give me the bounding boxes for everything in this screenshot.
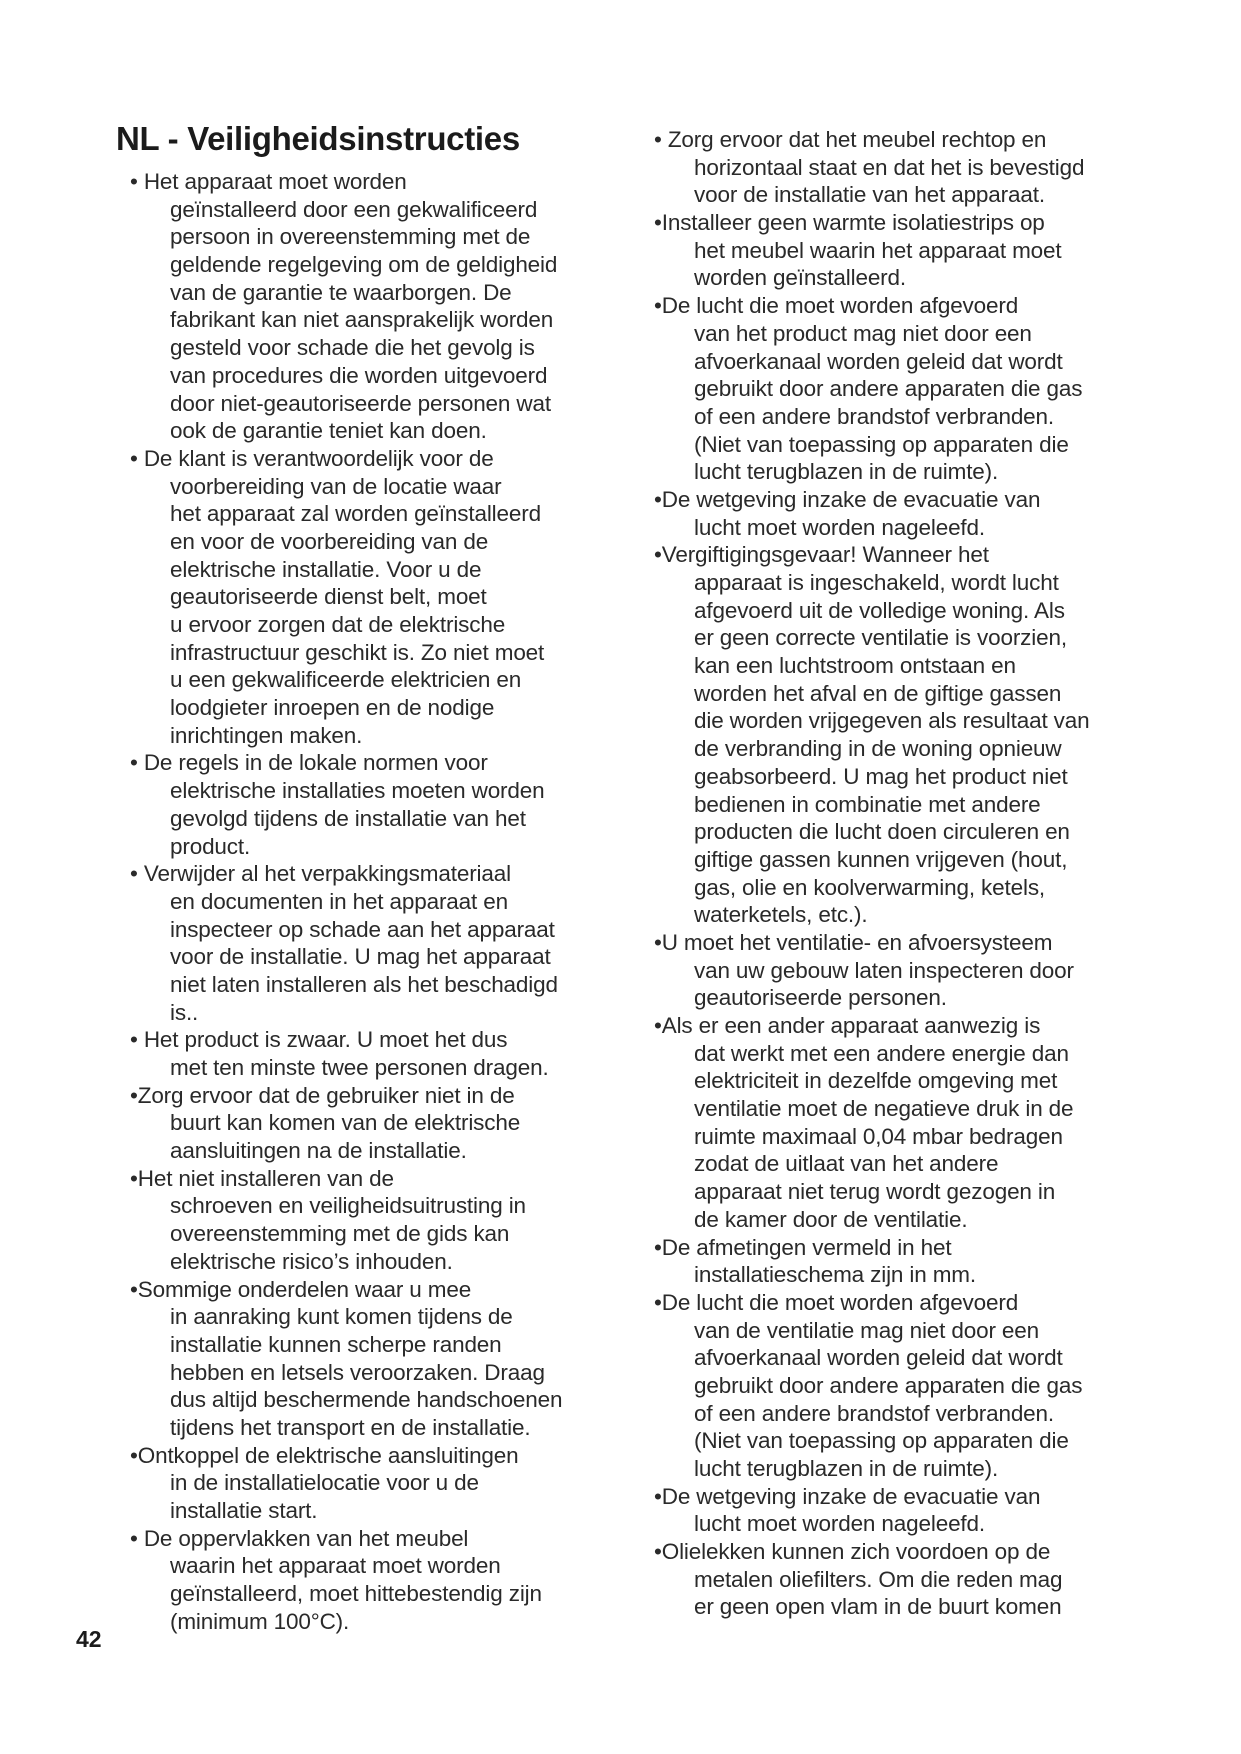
bullet-text-first-line: • Het apparaat moet worden xyxy=(130,169,407,194)
bullet-text-line: lucht moet worden nageleefd. xyxy=(694,1511,985,1537)
bullet-text-line: dus altijd beschermende handschoenen xyxy=(170,1387,563,1413)
bullet-text-first-line: •De afmetingen vermeld in het xyxy=(654,1234,952,1260)
safety-instruction-item xyxy=(654,929,1154,1012)
bullet-text-line: van de garantie te waarborgen. De xyxy=(170,279,512,305)
bullet-text-first-line: •De lucht die moet worden afgevoerd xyxy=(654,1289,1019,1315)
bullet-text-first-line: •Als er een ander apparaat aanwezig is xyxy=(654,1013,1041,1038)
bullet-text-line: waarin het apparaat moet worden xyxy=(170,1553,501,1579)
bullet-text-line: producten die lucht doen circuleren en xyxy=(694,819,1070,845)
bullet-text-line: elektrische installaties moeten worden xyxy=(170,778,545,804)
bullet-text-line: worden geïnstalleerd. xyxy=(694,265,906,291)
bullet-text-line: lucht terugblazen in de ruimte). xyxy=(694,1456,999,1481)
bullet-text-line: installatieschema zijn in mm. xyxy=(694,1262,976,1288)
bullet-text-line: voor de installatie. U mag het apparaat xyxy=(170,944,551,970)
bullet-text-line: gebruikt door andere apparaten die gas xyxy=(694,1372,1083,1398)
bullet-text-line: elektrische installatie. Voor u de xyxy=(170,556,482,582)
bullet-text-line: en documenten in het apparaat en xyxy=(170,888,508,914)
bullet-text-line: apparaat is ingeschakeld, wordt lucht xyxy=(694,570,1059,595)
bullet-text-line: overeenstemming met de gids kan xyxy=(170,1221,510,1247)
safety-instruction-item xyxy=(130,1026,620,1081)
page-title: NL - Veiligheidsinstructies xyxy=(116,120,520,157)
bullet-text-line: loodgieter inroepen en de nodige xyxy=(170,695,495,721)
bullet-text-first-line: •U moet het ventilatie- en afvoersysteem xyxy=(654,929,1053,955)
bullet-text-first-line: •De wetgeving inzake de evacuatie van xyxy=(654,1483,1041,1509)
bullet-text-line: hebben en letsels veroorzaken. Draag xyxy=(170,1359,545,1385)
bullet-text-line: afvoerkanaal worden geleid dat wordt xyxy=(694,348,1063,374)
bullet-text-line: niet laten installeren als het beschadigd xyxy=(170,971,558,997)
safety-instruction-item xyxy=(130,1525,620,1636)
safety-instruction-item xyxy=(130,1082,620,1165)
safety-instruction-item xyxy=(654,209,1154,292)
safety-instruction-item xyxy=(654,1012,1154,1234)
bullet-text-line: geabsorbeerd. U mag het product niet xyxy=(694,763,1068,789)
bullet-text-line: geldende regelgeving om de geldigheid xyxy=(170,252,558,278)
bullet-text-first-line: •De lucht die moet worden afgevoerd xyxy=(654,293,1019,319)
bullet-text-line: installatie kunnen scherpe randen xyxy=(170,1331,502,1357)
bullet-text-first-line: •De wetgeving inzake de evacuatie van xyxy=(654,486,1041,512)
bullet-text-line: (minimum 100°C). xyxy=(170,1608,350,1634)
bullet-text-line: lucht terugblazen in de ruimte). xyxy=(694,459,999,485)
bullet-text-line: waterketels, etc.). xyxy=(694,902,868,928)
bullet-text-line: (Niet van toepassing op apparaten die xyxy=(694,1428,1069,1454)
bullet-text-line: gesteld voor schade die het gevolg is xyxy=(170,335,535,361)
right-column xyxy=(654,126,1154,1621)
safety-instruction-item xyxy=(654,541,1154,929)
bullet-text-line: persoon in overeenstemming met de xyxy=(170,224,531,250)
safety-instruction-item xyxy=(654,486,1154,541)
safety-instruction-item xyxy=(654,126,1154,209)
bullet-text-line: van procedures die worden uitgevoerd xyxy=(170,362,548,388)
bullet-text-line: afvoerkanaal worden geleid dat wordt xyxy=(694,1345,1063,1371)
bullet-text-line: afgevoerd uit de volledige woning. Als xyxy=(694,597,1065,623)
bullet-text-first-line: • Zorg ervoor dat het meubel rechtop en xyxy=(654,127,1047,152)
bullet-text-first-line: • Het product is zwaar. U moet het dus xyxy=(130,1027,508,1053)
safety-instruction-item xyxy=(130,168,620,445)
bullet-text-line: installatie start. xyxy=(170,1498,318,1523)
safety-instruction-item xyxy=(130,860,620,1026)
bullet-text-line: gebruikt door andere apparaten die gas xyxy=(694,376,1083,402)
bullet-text-line: ook de garantie teniet kan doen. xyxy=(170,418,487,444)
bullet-text-line: apparaat niet terug wordt gezogen in xyxy=(694,1179,1056,1205)
bullet-text-first-line: •Zorg ervoor dat de gebruiker niet in de xyxy=(130,1082,515,1108)
bullet-text-line: gas, olie en koolverwarming, ketels, xyxy=(694,874,1046,900)
bullet-text-line: voorbereiding van de locatie waar xyxy=(170,473,502,499)
bullet-text-line: (Niet van toepassing op apparaten die xyxy=(694,431,1069,457)
left-column xyxy=(130,168,620,1635)
safety-instruction-item xyxy=(130,1165,620,1276)
bullet-text-line: horizontaal staat en dat het is bevestigd xyxy=(694,154,1085,180)
bullet-text-line: ventilatie moet de negatieve druk in de xyxy=(694,1096,1074,1122)
bullet-text-line: geautoriseerde dienst belt, moet xyxy=(170,584,487,610)
bullet-text-line: het meubel waarin het apparaat moet xyxy=(694,237,1062,263)
bullet-text-first-line: •Het niet installeren van de xyxy=(130,1165,394,1191)
safety-instruction-item xyxy=(654,1289,1154,1483)
bullet-text-line: ruimte maximaal 0,04 mbar bedragen xyxy=(694,1123,1063,1149)
bullet-text-first-line: •Olielekken kunnen zich voordoen op de xyxy=(654,1539,1051,1565)
bullet-text-line: of een andere brandstof verbranden. xyxy=(694,403,1055,429)
bullet-text-line: voor de installatie van het apparaat. xyxy=(694,182,1045,208)
bullet-text-first-line: •Installeer geen warmte isolatiestrips op xyxy=(654,210,1045,236)
bullet-text-line: dat werkt met een andere energie dan xyxy=(694,1040,1069,1066)
bullet-text-line: in aanraking kunt komen tijdens de xyxy=(170,1304,513,1330)
bullet-text-first-line: • De oppervlakken van het meubel xyxy=(130,1525,469,1551)
bullet-text-line: zodat de uitlaat van het andere xyxy=(694,1151,999,1177)
bullet-text-line: van de ventilatie mag niet door een xyxy=(694,1317,1039,1343)
bullet-text-first-line: •Ontkoppel de elektrische aansluitingen xyxy=(130,1442,519,1468)
bullet-text-line: elektrische risico’s inhouden. xyxy=(170,1248,453,1274)
bullet-text-line: en voor de voorbereiding van de xyxy=(170,528,489,554)
bullet-text-line: inrichtingen maken. xyxy=(170,722,363,748)
bullet-text-first-line: •Vergiftigingsgevaar! Wanneer het xyxy=(654,542,989,568)
bullet-text-line: schroeven en veiligheidsuitrusting in xyxy=(170,1193,526,1219)
bullet-text-line: infrastructuur geschikt is. Zo niet moet xyxy=(170,639,545,665)
bullet-text-line: kan een luchtstroom ontstaan en xyxy=(694,653,1016,679)
safety-instruction-item xyxy=(130,445,620,750)
bullet-text-line: giftige gassen kunnen vrijgeven (hout, xyxy=(694,846,1068,872)
bullet-text-line: metalen oliefilters. Om die reden mag xyxy=(694,1566,1063,1592)
safety-instruction-item xyxy=(130,749,620,860)
safety-instruction-item xyxy=(654,1234,1154,1289)
bullet-text-line: door niet-geautoriseerde personen wat xyxy=(170,390,551,416)
bullet-text-first-line: •Sommige onderdelen waar u mee xyxy=(130,1276,472,1302)
bullet-text-line: worden het afval en de giftige gassen xyxy=(694,680,1062,706)
safety-instruction-item xyxy=(130,1276,620,1442)
safety-instruction-item xyxy=(654,292,1154,486)
safety-instruction-item xyxy=(130,1442,620,1525)
bullet-text-line: geautoriseerde personen. xyxy=(694,985,947,1011)
bullet-text-line: het apparaat zal worden geïnstalleerd xyxy=(170,501,541,527)
bullet-text-first-line: • Verwijder al het verpakkingsmateriaal xyxy=(130,861,511,887)
bullet-text-line: er geen open vlam in de buurt komen xyxy=(694,1594,1062,1620)
bullet-text-line: is.. xyxy=(170,999,199,1025)
bullet-text-first-line: • De klant is verantwoordelijk voor de xyxy=(130,445,494,471)
bullet-text-line: lucht moet worden nageleefd. xyxy=(694,514,985,540)
bullet-text-line: fabrikant kan niet aansprakelijk worden xyxy=(170,307,554,333)
bullet-text-line: elektriciteit in dezelfde omgeving met xyxy=(694,1068,1058,1094)
bullet-text-line: er geen correcte ventilatie is voorzien, xyxy=(694,625,1067,651)
bullet-text-line: van uw gebouw laten inspecteren door xyxy=(694,957,1074,983)
bullet-text-line: de verbranding in de woning opnieuw xyxy=(694,736,1062,762)
bullet-text-line: bedienen in combinatie met andere xyxy=(694,791,1041,817)
bullet-text-line: geïnstalleerd door een gekwalificeerd xyxy=(170,196,538,222)
bullet-text-line: in de installatielocatie voor u de xyxy=(170,1470,479,1496)
bullet-text-line: u een gekwalificeerde elektricien en xyxy=(170,667,522,693)
bullet-text-first-line: • De regels in de lokale normen voor xyxy=(130,750,488,776)
bullet-text-line: geïnstalleerd, moet hittebestendig zijn xyxy=(170,1581,542,1607)
bullet-text-line: of een andere brandstof verbranden. xyxy=(694,1400,1055,1426)
bullet-text-line: met ten minste twee personen dragen. xyxy=(170,1055,549,1080)
bullet-text-line: van het product mag niet door een xyxy=(694,320,1032,346)
safety-instruction-item xyxy=(654,1538,1154,1621)
bullet-text-line: die worden vrijgegeven als resultaat van xyxy=(694,708,1090,734)
bullet-text-line: aansluitingen na de installatie. xyxy=(170,1138,467,1164)
bullet-text-line: inspecteer op schade aan het apparaat xyxy=(170,916,555,942)
bullet-text-line: de kamer door de ventilatie. xyxy=(694,1206,968,1232)
bullet-text-line: tijdens het transport en de installatie. xyxy=(170,1414,531,1440)
bullet-text-line: product. xyxy=(170,833,251,859)
bullet-text-line: buurt kan komen van de elektrische xyxy=(170,1110,521,1136)
page-number: 42 xyxy=(76,1626,102,1652)
bullet-text-line: gevolgd tijdens de installatie van het xyxy=(170,805,526,831)
bullet-text-line: u ervoor zorgen dat de elektrische xyxy=(170,612,506,637)
safety-instruction-item xyxy=(654,1483,1154,1538)
